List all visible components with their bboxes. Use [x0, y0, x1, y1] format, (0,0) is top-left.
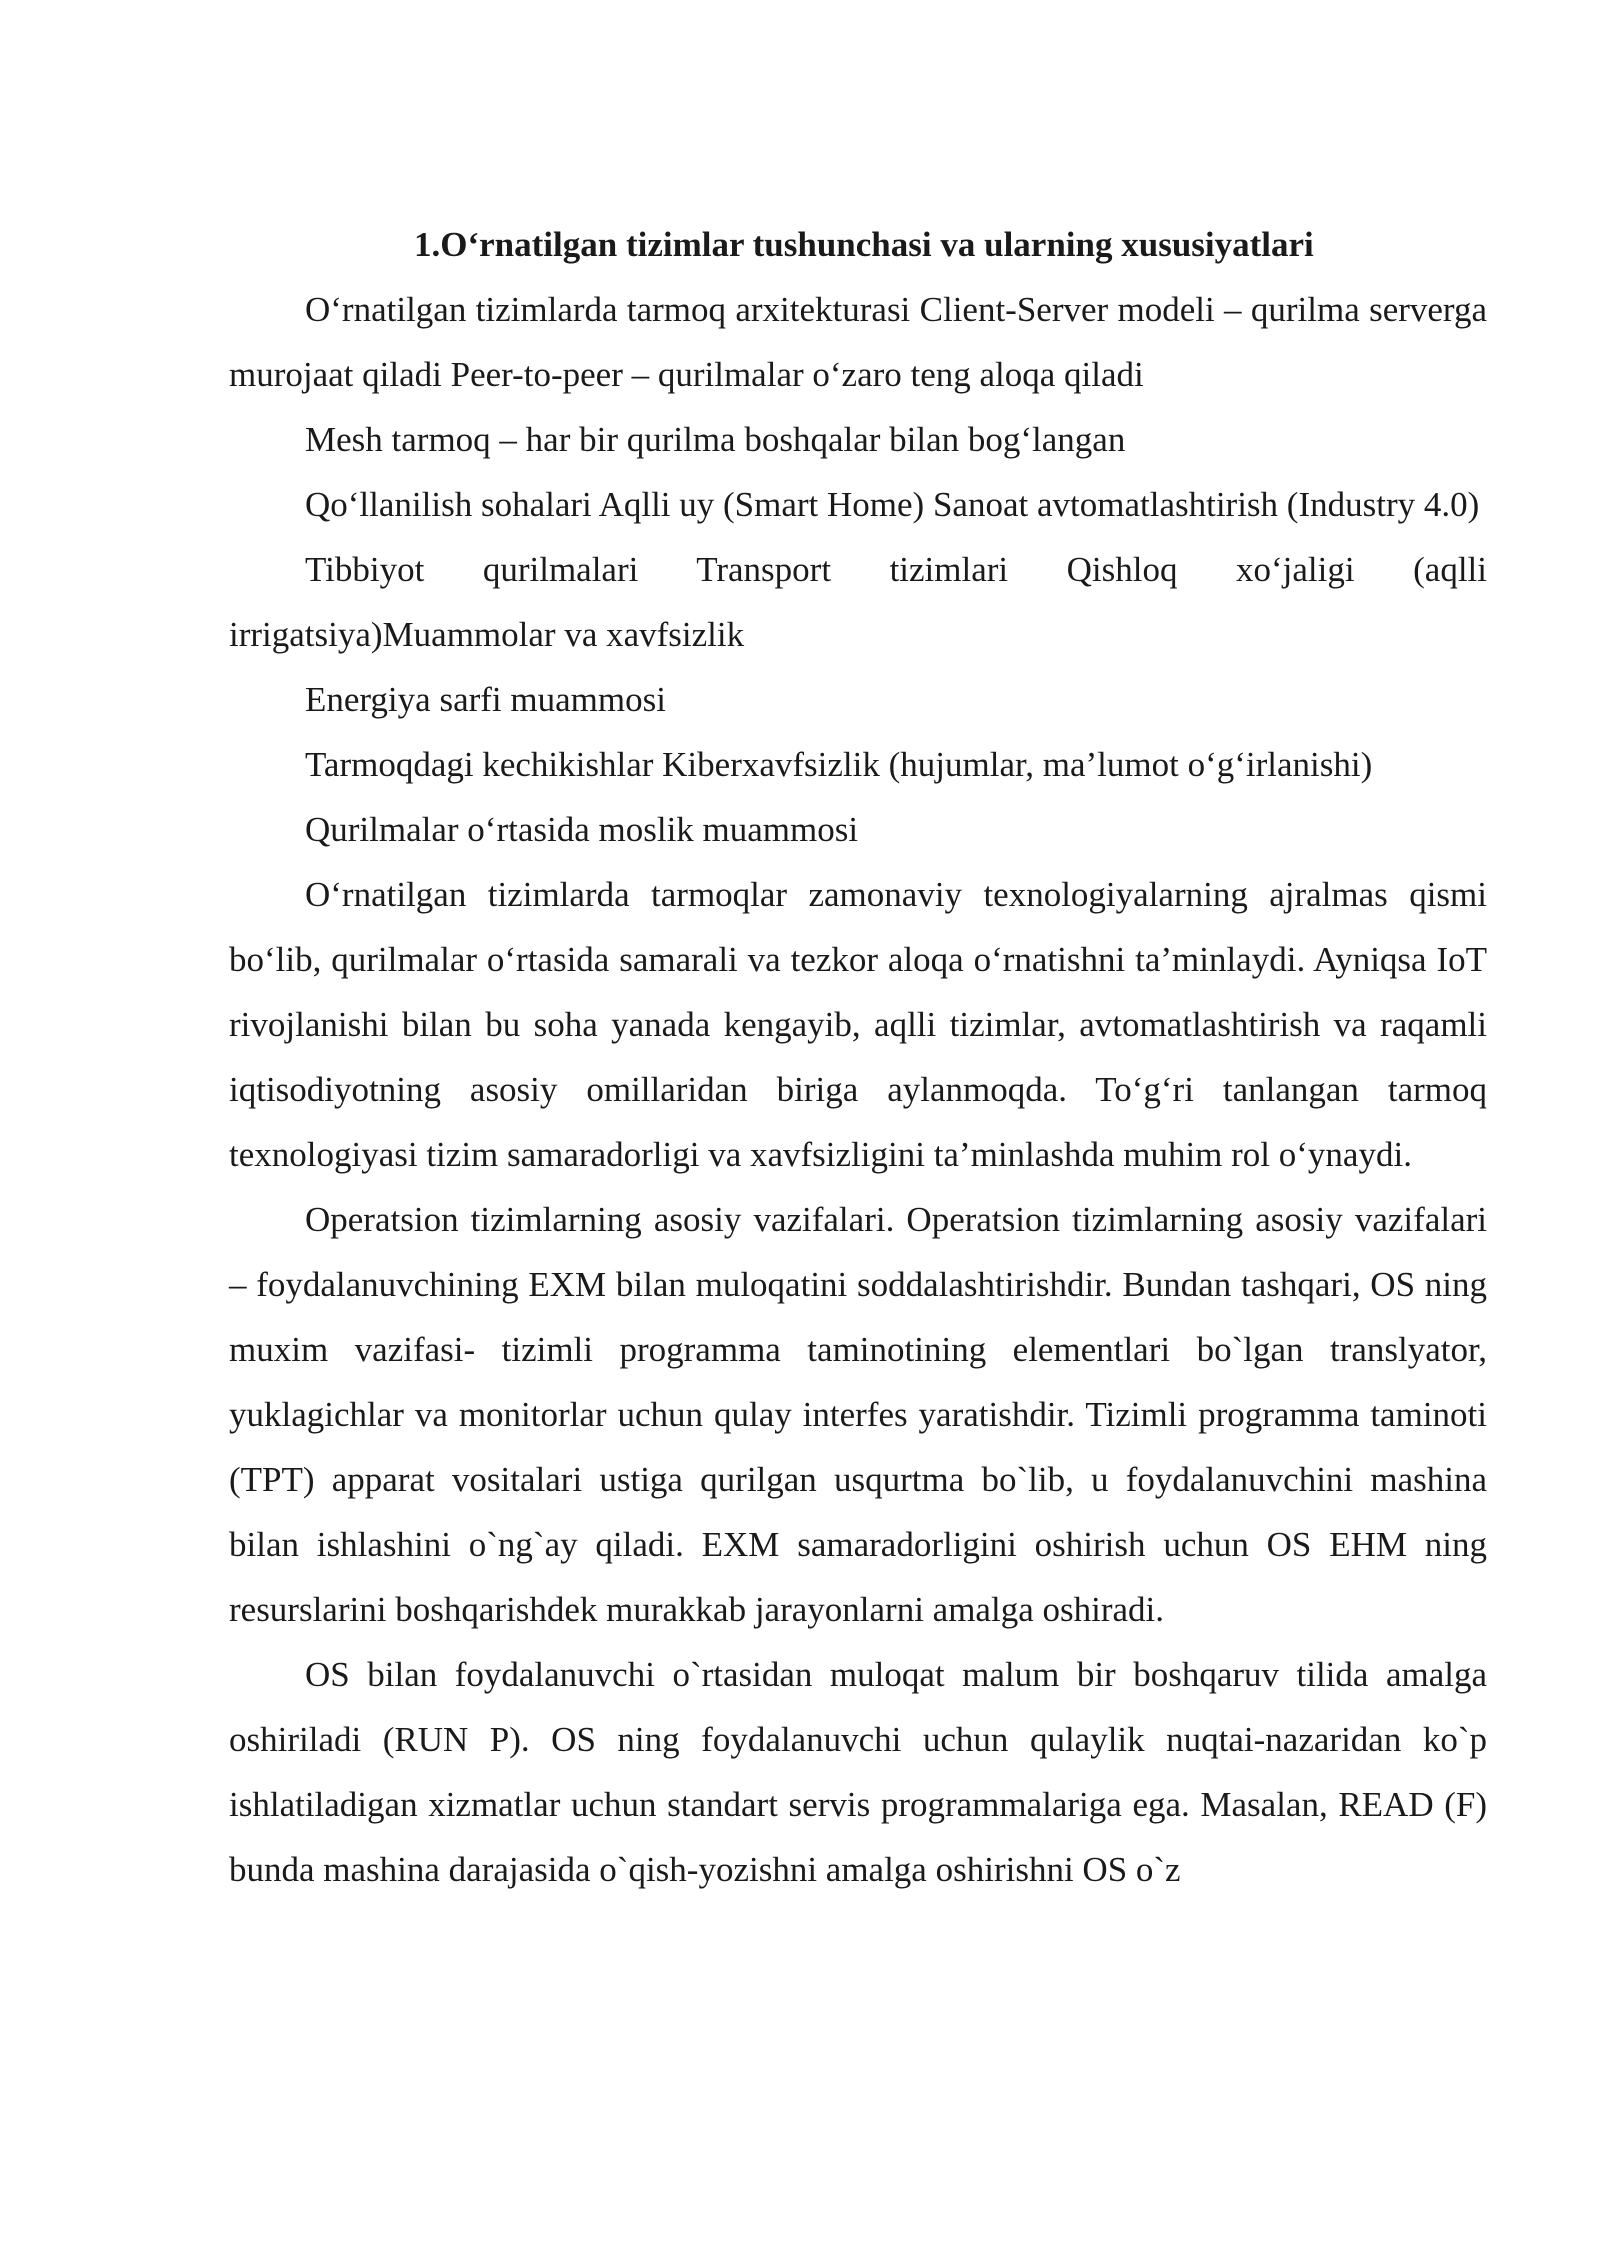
paragraph-compatibility: Qurilmalar o‘rtasida moslik muammosi	[305, 810, 859, 849]
paragraph-os-user-dialog: OS bilan foydalanuvchi o`rtasidan muloqat malum bir boshqaruv tilida amalga oshiriladi (RUN P). OS ning foydalanuvchi uchun qulaylik nuqtai-nazaridan ko`p ishlatiladigan xizmatlar uchun standart servis programmalariga ega. Masalan, READ (F) bunda mashina darajasida o`qish-yozishni amalga oshirishni OS o`z	[229, 1655, 1487, 1889]
paragraph-mesh-network: Mesh tarmoq – har bir qurilma boshqalar bilan bog‘langan	[305, 420, 1126, 459]
paragraph-energy-problem: Energiya sarfi muammosi	[305, 680, 666, 719]
paragraph-network-architecture: O‘rnatilgan tizimlarda tarmoq arxitekturasi Client-Server modeli – qurilma serverga murojaat qiladi Peer-to-peer – qurilmalar o‘zaro teng aloqa qiladi	[229, 290, 1487, 394]
paragraph-application-areas: Qo‘llanilish sohalari Aqlli uy (Smart Home) Sanoat avtomatlashtirish (Industry 4.0)	[305, 485, 1480, 524]
paragraph-network-delays: Tarmoqdagi kechikishlar Kiberxavfsizlik (hujumlar, ma’lumot o‘g‘irlanishi)	[305, 745, 1373, 784]
paragraph-networks-summary: O‘rnatilgan tizimlarda tarmoqlar zamonaviy texnologiyalarning ajralmas qismi bo‘lib, qurilmalar o‘rtasida samarali va tezkor aloqa o‘rnatishni ta’minlaydi. Ayniqsa IoT rivojlanishi bilan bu soha yanada kengayib, aqlli tizimlar, avtomatlashtirish va raqamli iqtisodiyotning asosiy omillaridan biriga aylanmoqda. To‘g‘ri tanlangan tarmoq texnologiyasi tizim samaradorligi va xavfsizligini ta’minlashda muhim rol o‘ynaydi.	[229, 875, 1487, 1174]
paragraph-os-tasks: Operatsion tizimlarning asosiy vazifalari. Operatsion tizimlarning asosiy vazifalari – foydalanuvchining EXM bilan muloqatini soddalashtirishdir. Bundan tashqari, OS ning muxim vazifasi- tizimli programma taminotining elementlari bo`lgan translyator, yuklagichlar va monitorlar uchun qulay interfes yaratishdir. Tizimli programma taminoti (TPT) apparat vositalari ustiga qurilgan usqurtma bo`lib, u foydalanuvchini mashina bilan ishlashini o`ng`ay qiladi. EXM samaradorligini oshirish uchun OS EHM ning resurslarini boshqarishdek murakkab jarayonlarni amalga oshiradi.	[229, 1200, 1487, 1629]
section-title: 1.O‘rnatilgan tizimlar tushunchasi va ularning xususiyatlari	[414, 225, 1314, 264]
paragraph-medical-transport: Tibbiyot qurilmalari Transport tizimlari Qishloq xo‘jaligi (aqlli irrigatsiya)Muammolar va xavfsizlik	[229, 550, 1487, 654]
document-body	[229, 212, 1487, 1902]
